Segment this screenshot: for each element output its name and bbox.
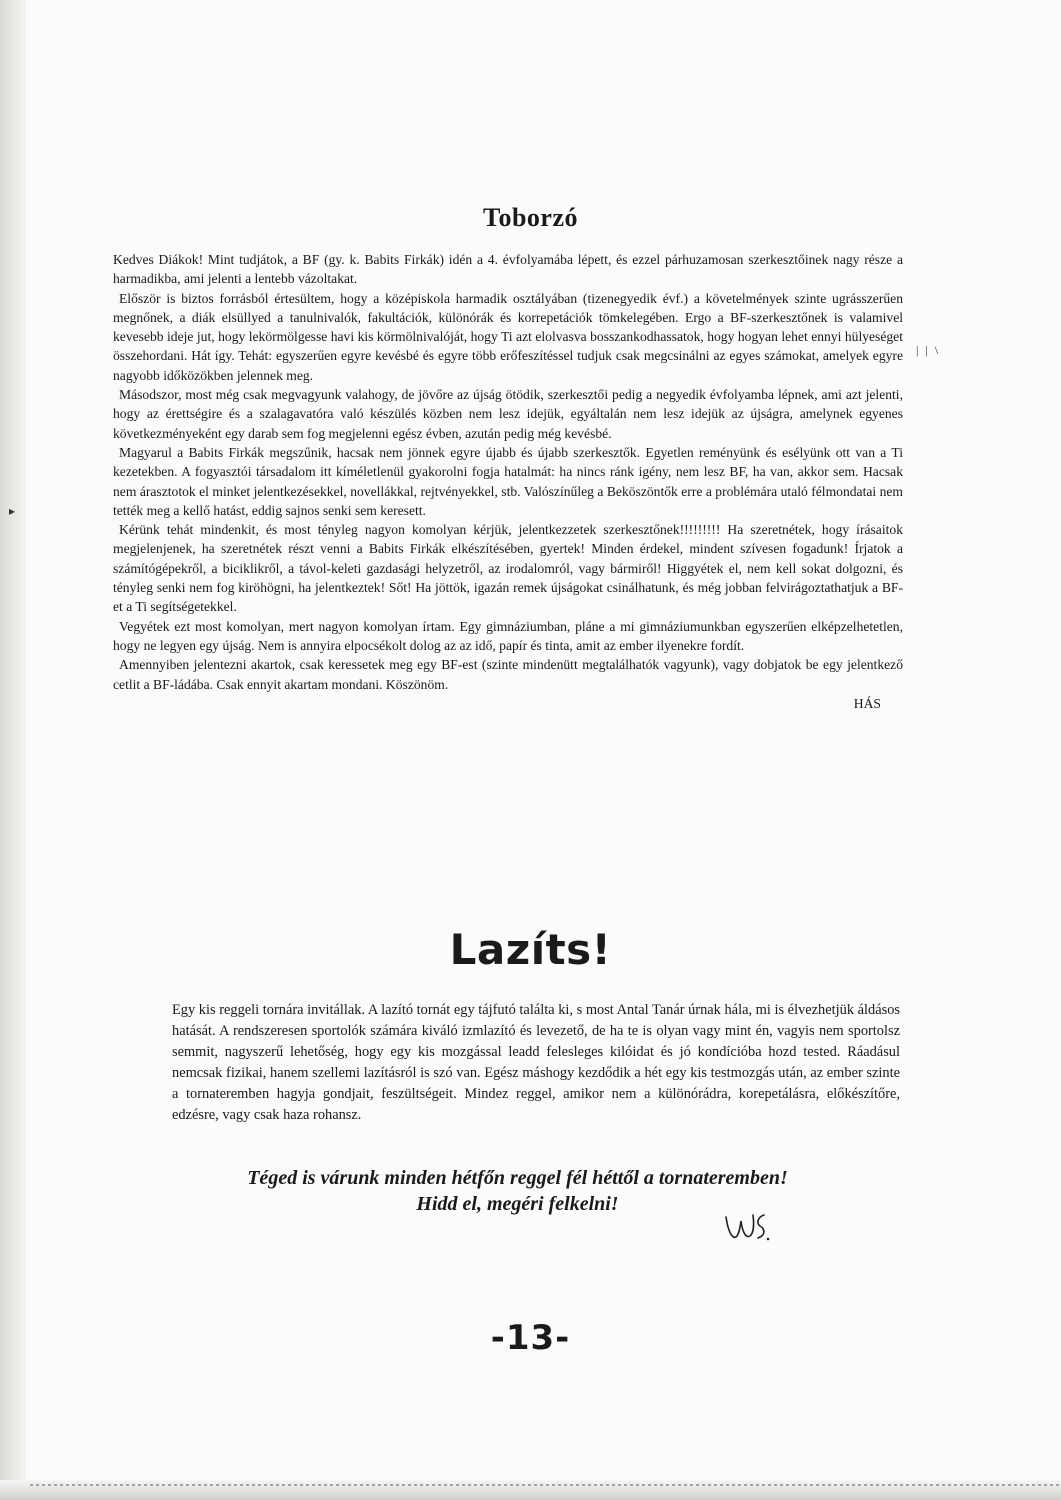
invitation-line-1: Téged is várunk minden hétfőn reggel fél héttől a tornateremben! <box>247 1167 788 1189</box>
paragraph: Egy kis reggeli tornára invitállak. A lazító tornát egy tájfutó találta ki, s most Antal Tanár úrnak hála, mi is élvezhetjük áldásos hatását. A rendszeresen sportolók számára kiváló izmlazító és levezető, de ha te is olyan vagy mint én, vagyis nem sportolsz semmit, nagyszerű lehetőség, hogy egy kis mozgással leadd felesleges kilóidat és jó kondícióba hozd tested. Ráadásul nemcsak fizikai, hanem szellemi lazításról is szó van. Egész máshogy kezdődik a hét egy kis testmozgás után, az ember szinte a tornateremben hagyja gondjait, feszültségeit. Mindez reggel, amikor nem a különórádra, korepetálásra, előkészítőre, edzésre, vagy csak haza rohansz. <box>172 1002 900 1123</box>
invitation-line-2: Hidd el, megéri felkelni! <box>416 1193 619 1215</box>
paragraph: Másodszor, most még csak megvagyunk valahogy, de jövőre az újság ötödik, szerkesztői pedig a negyedik évfolyamba lépnek, ami azt jelenti, hogy az érettségire és a szalagavatóra való készülés közben nem lesz idejük, egyáltalán nem lesz idejük az újságra, amelynek egyenes következményeként egy darab sem fog megjelenni egész évben, azután pedig még kevésbé. <box>113 387 903 441</box>
article-toborzo-body <box>113 250 903 713</box>
paragraph: Kedves Diákok! Mint tudjátok, a BF (gy. k. Babits Firkák) idén a 4. évfolyamába lépett, és ezzel párhuzamosan szerkesztőinek nagy része a harmadikba, ami jelenti a lentebb vázoltakat. <box>113 252 903 287</box>
article-title-toborzo: Toborzó <box>483 203 578 232</box>
invitation-text <box>0 1165 1035 1217</box>
author-signature-has: HÁS <box>853 695 881 711</box>
article-title-lazits: Lazíts! <box>449 925 612 974</box>
article-lazits-body <box>172 1000 900 1125</box>
margin-handwritten-marks: | | \ <box>916 343 941 357</box>
paragraph: Amennyiben jelentezni akartok, csak keressetek meg egy BF-est (szinte mindenütt megtalálhatók vagyunk), vagy dobjatok be egy jelentkező cetlit a BF-ládába. Csak ennyit akartam mondani. Köszönöm. <box>113 657 903 692</box>
paragraph: Vegyétek ezt most komolyan, mert nagyon komolyan írtam. Egy gimnáziumban, pláne a mi gimnáziumunkban egyszerűen elképzelhetetlen, hogy ne legyen egy újság. Nem is annyira elpocsékolt dolog az az idő, papír és tinta, amit az ember ilyenekre fordít. <box>113 618 903 653</box>
signature-icon <box>720 1207 780 1247</box>
margin-tick-icon: ▸ <box>9 504 16 518</box>
page-number: -13- <box>490 1318 571 1358</box>
scan-bottom-edge <box>0 1480 1061 1500</box>
paragraph: Magyarul a Babits Firkák megszűnik, hacsak nem jönnek egyre újabb és újabb szerkesztők. Egyetlen reményünk és esélyünk ott van a Ti kezetekben. A fogyasztói társadalom itt kíméletlenül gyakorolni fogja hatalmát: ha nincs ránk igény, nem lesz BF, ha van, akkor sem. Hacsak nem árasztotok el minket jelentkezésekkel, novellákkal, rejtvényekkel, stb. Valószínűleg a Beköszöntők erre a problémára utaló félmondatai nem tették meg a kellő hatást, eddig sajnos senki sem keresett. <box>113 444 903 518</box>
paragraph: Először is biztos forrásból értesültem, hogy a középiskola harmadik osztályában (tizenegyedik évf.) a követelmények szinte ugrásszerűen megnőnek, a diák elsüllyed a tanulnivalók, fakultációk, különórák és korrepetációk tömkelegében. Ergo a BF-szerkesztőnek is valamivel kevesebb ideje jut, hogy lekörmölgesse havi kis körmölnivalóját, hogy Ti azt elolvasva bosszankodhassatok, hogy hogyan lehet ennyi hülyeséget összehordani. Hát így. Tehát: egyszerűen egyre kevésbé és egyre több erőfeszítéssel tudjuk csak megcsinálni az egyes számokat, amelyek egyre nagyobb időközökben jelennek meg. <box>113 290 903 383</box>
paragraph: Kérünk tehát mindenkit, és most tényleg nagyon komolyan kérjük, jelentkezzetek szerkesztőnek!!!!!!!!! Ha szeretnétek, hogy írásaitok megjelenjenek, ha szeretnétek részt venni a Babits Firkák elkészítésében, gyertek! Minden érdekel, mindent szívesen fogadunk! Írjatok a számítógépekről, a biciklikről, a távol-keleti gazdasági helyzetről, az irodalomról, vagy bármiről! Higgyétek el, nem kell sokat dolgozni, és tényleg senki nem fog kiröhögni, ha jelentkeztek! Sőt! Ha jöttök, igazán remek újságokat csinálhatunk, és még jobban felvirágoztathatjuk a BF-et a Ti segítségetekkel. <box>113 522 903 615</box>
